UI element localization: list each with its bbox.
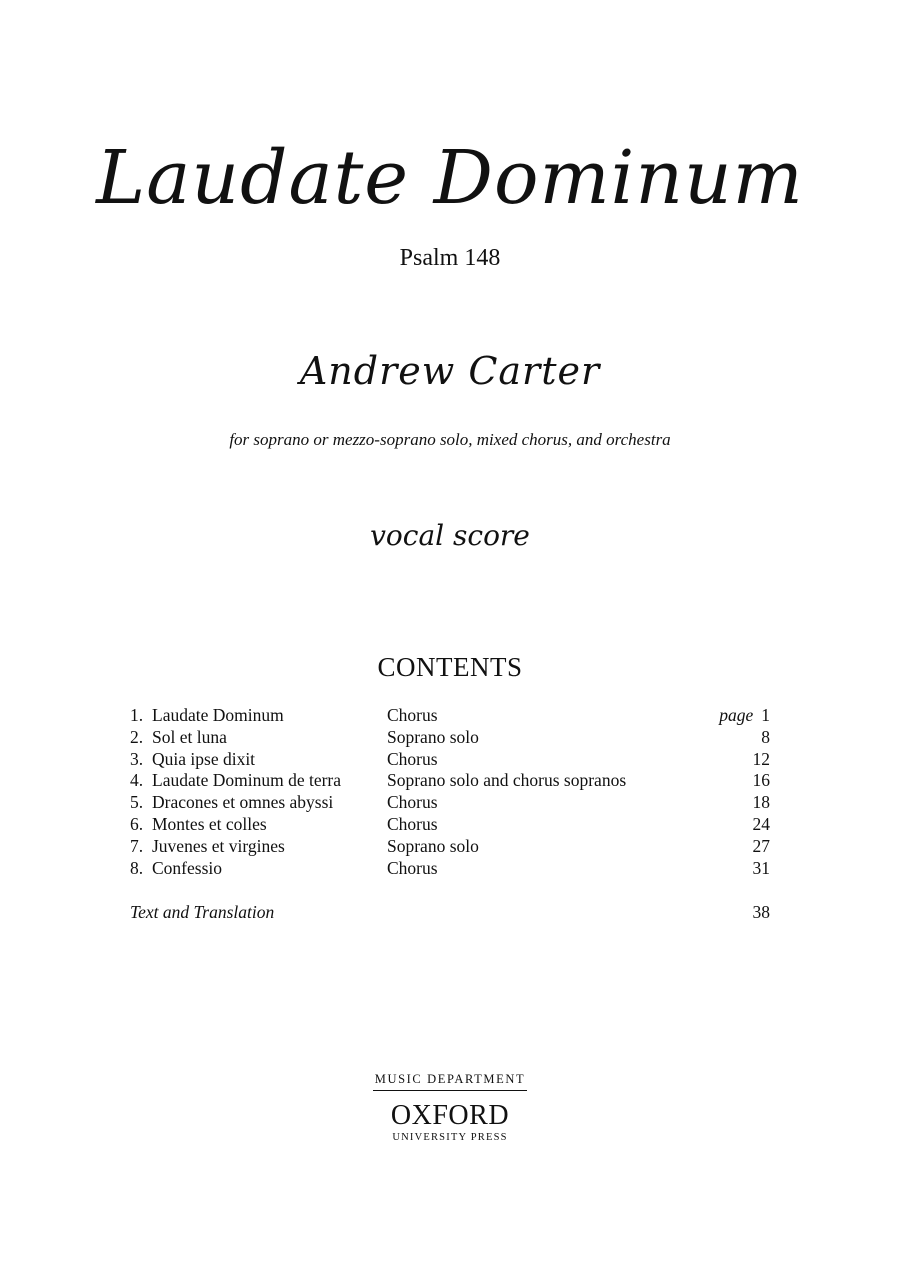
contents-row	[130, 749, 770, 771]
publisher-subname: UNIVERSITY PRESS	[392, 1132, 508, 1143]
edition-label: vocal score	[370, 519, 530, 552]
publisher-name: OXFORD	[390, 1100, 510, 1131]
movement-title: Laudate Dominum de terra	[152, 770, 342, 791]
movement-number: 8.	[130, 857, 144, 878]
contents-heading: CONTENTS	[377, 652, 523, 682]
contents-row	[130, 705, 770, 727]
movement-title: Confessio	[152, 857, 222, 878]
movement-title: Juvenes et virgines	[152, 835, 285, 856]
movement-page: 8	[761, 726, 770, 747]
contents-row	[130, 836, 770, 858]
movement-number: 7.	[130, 835, 144, 856]
movement-number: 5.	[130, 792, 144, 813]
text-translation-row	[130, 901, 770, 923]
movement-page: 16	[752, 770, 770, 791]
movement-voices: Chorus	[387, 813, 438, 834]
page-number: 1	[761, 705, 770, 725]
contents-row	[130, 858, 770, 880]
page-label: page	[719, 705, 754, 725]
subtitle: Psalm 148	[399, 245, 501, 271]
movement-voices: Soprano solo and chorus sopranos	[387, 770, 627, 791]
movement-page	[719, 705, 770, 727]
contents-row	[130, 727, 770, 749]
movement-voices: Chorus	[387, 705, 438, 725]
page-title: Laudate Dominum	[96, 135, 804, 221]
movement-title: Dracones et omnes abyssi	[152, 792, 334, 813]
contents-row	[130, 770, 770, 792]
movement-number: 2.	[130, 726, 144, 747]
movement-page: 27	[752, 835, 770, 856]
contents-row	[130, 814, 770, 836]
contents-row	[130, 792, 770, 814]
text-translation-page: 38	[752, 902, 770, 922]
movement-page: 18	[752, 792, 770, 813]
movement-voices: Chorus	[387, 857, 438, 878]
movement-number: 1.	[130, 705, 144, 725]
movement-page: 24	[752, 813, 770, 834]
movement-title: Montes et colles	[152, 813, 267, 834]
publisher-imprint	[0, 1068, 900, 1145]
text-translation-label: Text and Translation	[130, 902, 275, 922]
composer-name: Andrew Carter	[299, 349, 601, 393]
movement-page: 12	[752, 748, 770, 769]
movement-number: 4.	[130, 770, 144, 791]
movement-page: 31	[752, 857, 770, 878]
movement-title: Quia ipse dixit	[152, 748, 256, 769]
movement-number: 6.	[130, 813, 144, 834]
movement-voices: Chorus	[387, 748, 438, 769]
movement-voices: Chorus	[387, 792, 438, 813]
publisher-department: MUSIC DEPARTMENT	[373, 1071, 527, 1091]
movement-voices: Soprano solo	[387, 835, 479, 856]
instrumentation-note: for soprano or mezzo-soprano solo, mixed chorus, and orchestra	[229, 430, 671, 449]
contents-table	[130, 705, 770, 879]
movement-voices: Soprano solo	[387, 726, 479, 747]
movement-title: Laudate Dominum	[152, 705, 284, 725]
movement-title: Sol et luna	[152, 726, 227, 747]
movement-number: 3.	[130, 748, 144, 769]
